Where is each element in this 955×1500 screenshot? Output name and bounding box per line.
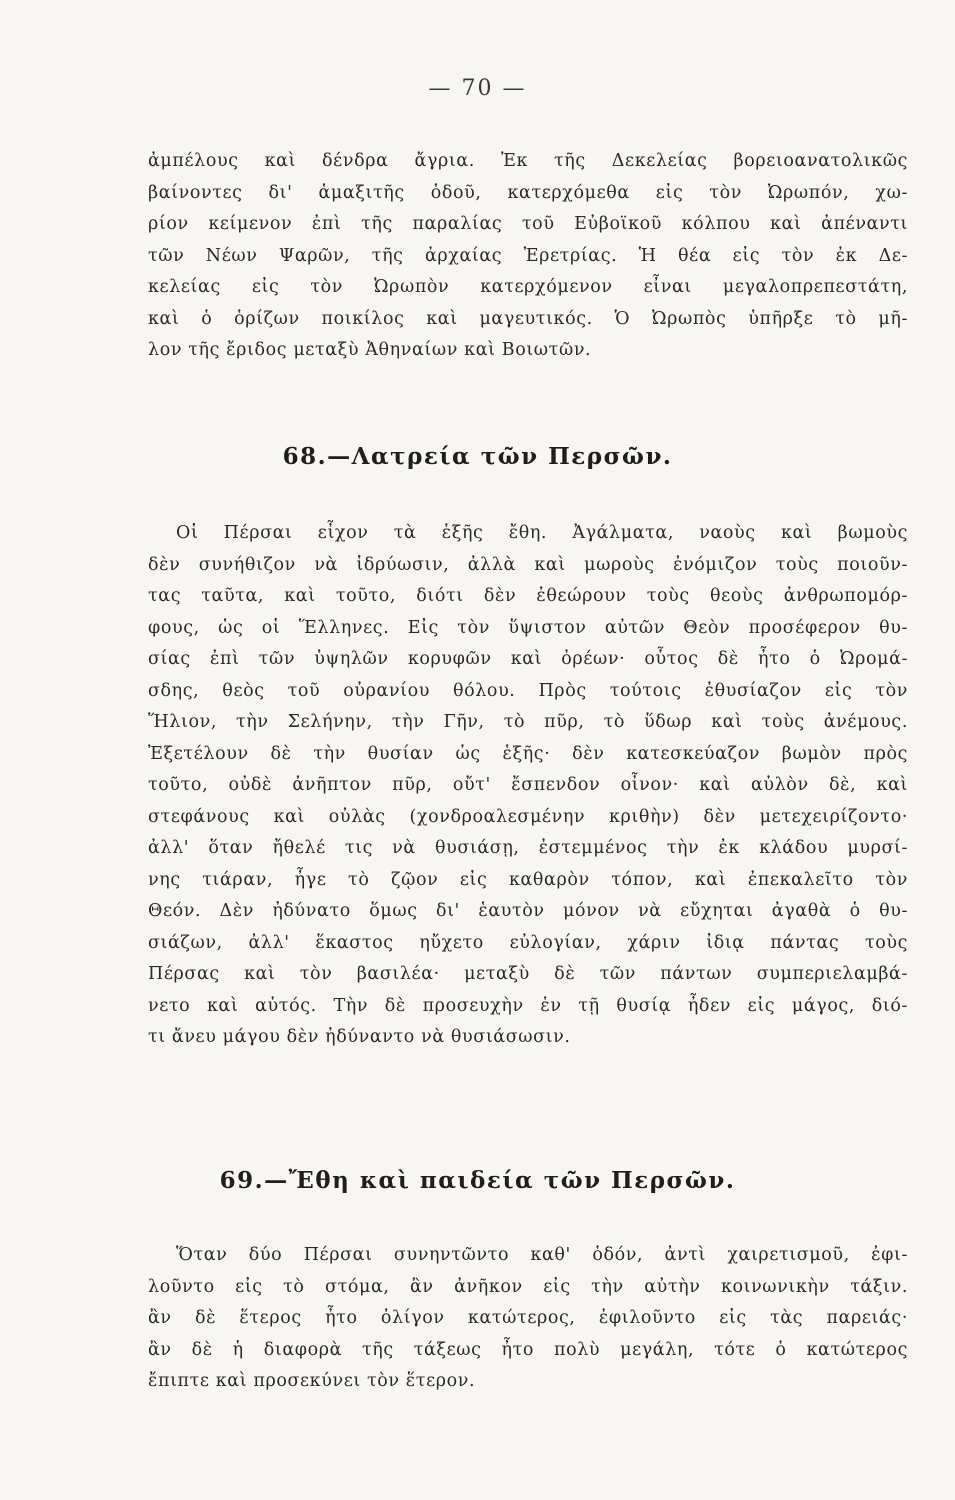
text-line: φους, ὡς οἱ Ἕλληνες. Εἰς τὸν ὕψιστον αὐτῶν Θεὸν προσέφερον θυ- (148, 617, 908, 638)
text-line: ἀλλ' ὅταν ἤθελέ τις νὰ θυσιάσῃ, ἐστεμμένος τὴν ἐκ κλάδου μυρσί- (148, 838, 908, 858)
text-line: ἀμπέλους καὶ δένδρα ἄγρια. Ἐκ τῆς Δεκελείας βορειοανατολικῶς (148, 151, 908, 171)
page-number: — 70 — (428, 76, 527, 101)
text-line: ρίον κείμενον ἐπὶ τῆς παραλίας τοῦ Εὐβοϊκοῦ κόλπου καὶ ἀπέναντι (148, 214, 908, 234)
text-line: νετο καὶ αὐτός. Τὴν δὲ προσευχὴν ἐν τῇ θυσίᾳ ἦδεν εἰς μάγος, διό- (148, 995, 908, 1016)
section-69-heading: 69.—Ἔθη καὶ παιδεία τῶν Περσῶν. (219, 1167, 736, 1194)
section-69-paragraph (148, 1240, 908, 1398)
text-line: σίας ἐπὶ τῶν ὑψηλῶν κορυφῶν καὶ ὀρέων· οὗτος δὲ ἦτο ὁ Ὠρομά- (148, 649, 908, 669)
text-line: Ἐξετέλουν δὲ τὴν θυσίαν ὡς ἑξῆς· δὲν κατεσκεύαζον βωμὸν πρὸς (148, 743, 908, 764)
text-line: νης τιάραν, ἦγε τὸ ζῷον εἰς καθαρὸν τόπον, καὶ ἐπεκαλεῖτο τὸν (148, 869, 908, 890)
text-line: λον τῆς ἔριδος μεταξὺ Ἀθηναίων καὶ Βοιωτῶν. (148, 340, 592, 360)
text-line: Οἱ Πέρσαι εἶχον τὰ ἑξῆς ἔθη. Ἀγάλματα, ναοὺς καὶ βωμοὺς (176, 523, 908, 543)
text-line: στεφάνους καὶ οὐλὰς (χονδροαλεσμένην κριθὴν) δὲν μετεχειρίζοντο· (148, 806, 908, 827)
text-line: κελείας εἰς τὸν Ὠρωπὸν κατερχόμενον εἶναι μεγαλοπρεπεστάτη, (148, 277, 908, 297)
text-line: τας ταῦτα, καὶ τοῦτο, διότι δὲν ἐθεώρουν τοὺς θεοὺς ἀνθρωπομόρ- (148, 586, 908, 606)
text-line: τῶν Νέων Ψαρῶν, τῆς ἀρχαίας Ἐρετρίας. Ἡ θέα εἰς τὸν ἐκ Δε- (148, 245, 908, 266)
text-line: Πέρσας καὶ τὸν βασιλέα· μεταξὺ δὲ τῶν πάντων συμπεριελαμβά- (148, 964, 908, 984)
intro-paragraph (148, 146, 908, 367)
text-line: τι ἄνευ μάγου δὲν ἠδύναντο νὰ θυσιάσωσιν. (148, 1027, 571, 1047)
text-line: Ἥλιον, τὴν Σελήνην, τὴν Γῆν, τὸ πῦρ, τὸ ὕδωρ καὶ τοὺς ἀνέμους. (148, 712, 908, 732)
text-line: τοῦτο, οὐδὲ ἀνῆπτον πῦρ, οὔτ' ἔσπενδον οἶνον· καὶ αὐλὸν δὲ, καὶ (148, 775, 908, 795)
text-line: σδης, θεὸς τοῦ οὐρανίου θόλου. Πρὸς τούτοις ἐθυσίαζον εἰς τὸν (148, 680, 908, 701)
text-line: Θεόν. Δὲν ἠδύνατο ὅμως δι' ἑαυτὸν μόνον νὰ εὔχηται ἀγαθὰ ὁ θυ- (148, 901, 908, 921)
section-68-heading: 68.—Λατρεία τῶν Περσῶν. (282, 443, 673, 470)
text-line: σιάζων, ἀλλ' ἕκαστος ηὔχετο εὐλογίαν, χάριν ἰδιᾳ πάντας τοὺς (148, 932, 908, 953)
text-line: ἂν δὲ ἡ διαφορὰ τῆς τάξεως ἦτο πολὺ μεγάλη, τότε ὁ κατώτερος (148, 1339, 908, 1360)
section-68-paragraph (148, 518, 908, 1054)
text-line: ἂν δὲ ἕτερος ἦτο ὀλίγον κατώτερος, ἐφιλοῦντο εἰς τὰς παρειάς· (148, 1308, 908, 1328)
text-line: λοῦντο εἰς τὸ στόμα, ἂν ἀνῆκον εἰς τὴν αὐτὴν κοινωνικὴν τάξιν. (148, 1276, 908, 1297)
text-line: καὶ ὁ ὁρίζων ποικίλος καὶ μαγευτικός. Ὁ Ὠρωπὸς ὑπῆρξε τὸ μῆ- (148, 308, 908, 329)
text-line: ἔπιπτε καὶ προσεκύνει τὸν ἕτερον. (148, 1371, 476, 1391)
text-line: δὲν συνήθιζον νὰ ἱδρύωσιν, ἀλλὰ καὶ μωροὺς ἐνόμιζον τοὺς ποιοῦν- (148, 554, 908, 575)
text-line: Ὅταν δύο Πέρσαι συνηντῶντο καθ' ὁδόν, ἀντὶ χαιρετισμοῦ, ἐφι- (176, 1245, 908, 1265)
text-line: βαίνοντες δι' ἁμαξιτῆς ὁδοῦ, κατερχόμεθα εἰς τὸν Ὠρωπόν, χω- (148, 182, 908, 203)
